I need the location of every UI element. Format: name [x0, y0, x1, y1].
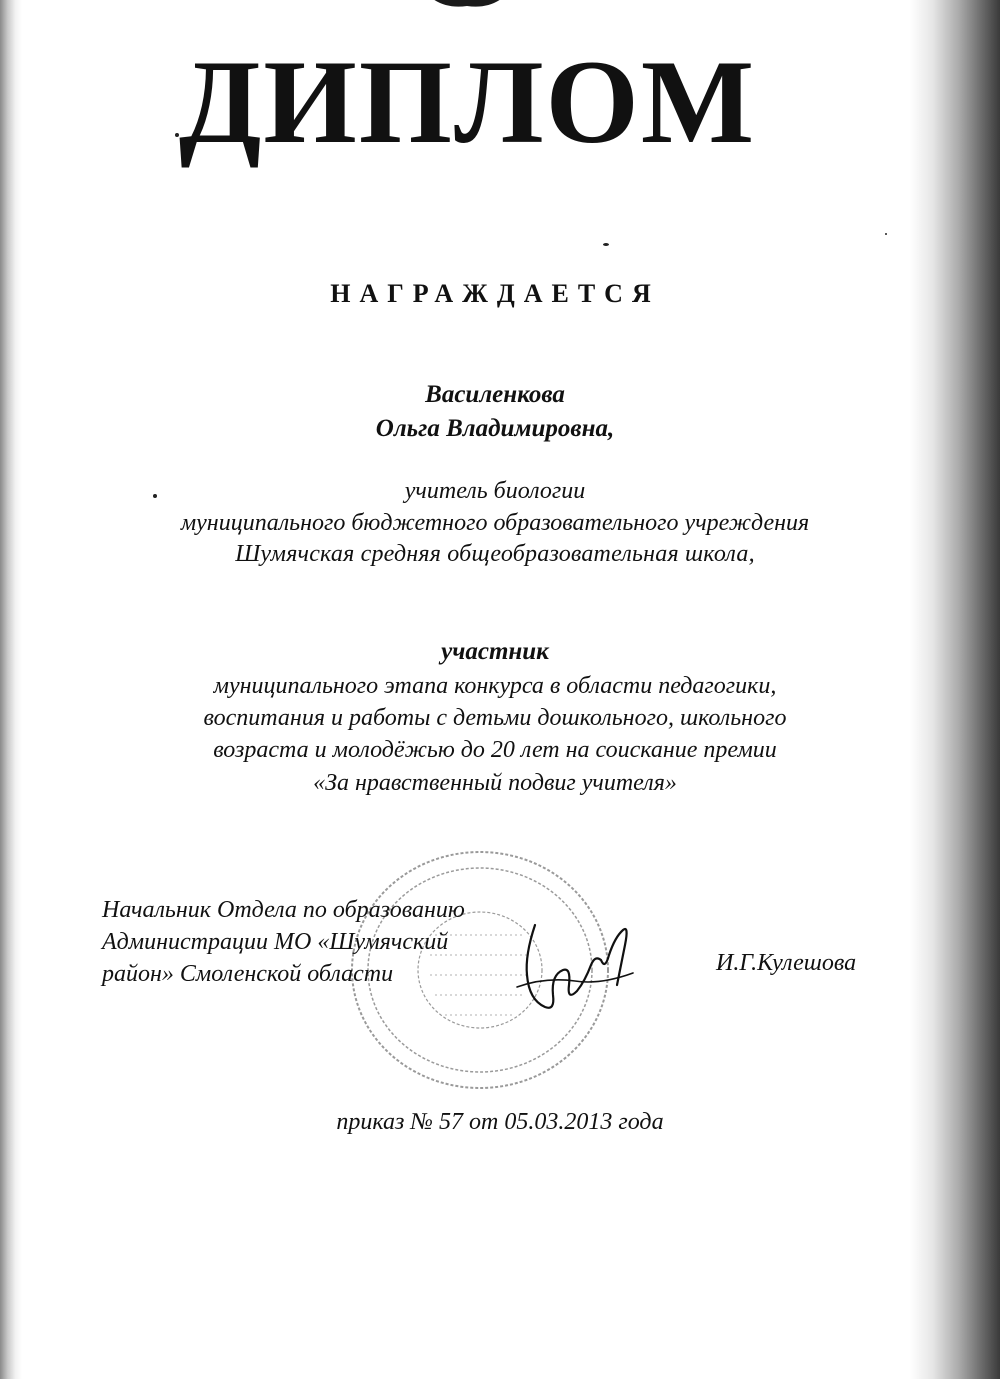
signatory-title-line: Начальник Отдела по образованию	[102, 897, 465, 923]
position-line: муниципального бюджетного образовательного учреждения	[180, 510, 810, 536]
position-line: учитель биологии	[404, 478, 586, 504]
recipient-surname: Василенкова	[425, 381, 565, 408]
signatory-title	[102, 894, 465, 990]
scan-speck	[175, 133, 179, 137]
awarded-heading: НАГРАЖДАЕТСЯ	[330, 279, 660, 308]
contest-line: возраста и молодёжью до 20 лет на соискание премии	[213, 737, 777, 763]
scan-speck	[885, 233, 887, 235]
recipient-given-names: Ольга Владимировна,	[375, 415, 615, 442]
scan-speck	[603, 243, 609, 246]
contest-line: муниципального этапа конкурса в области педагогики,	[213, 673, 777, 699]
role-label: участник	[441, 638, 549, 665]
signatory-title-line: Администрации МО «Шумячский	[102, 929, 449, 955]
diploma-title: ДИПЛОМ	[178, 35, 757, 168]
emblem-icon	[418, 0, 516, 12]
signatory-title-line: район» Смоленской области	[102, 961, 394, 987]
contest-line: воспитания и работы с детьми дошкольного, школьного	[203, 705, 787, 731]
order-reference: приказ № 57 от 05.03.2013 года	[336, 1109, 664, 1135]
handwritten-signature	[505, 915, 645, 1025]
signatory-name: И.Г.Кулешова	[716, 950, 857, 976]
position-line: Шумячская средняя общеобразовательная школа,	[235, 541, 755, 567]
contest-line: «За нравственный подвиг учителя»	[313, 770, 677, 796]
